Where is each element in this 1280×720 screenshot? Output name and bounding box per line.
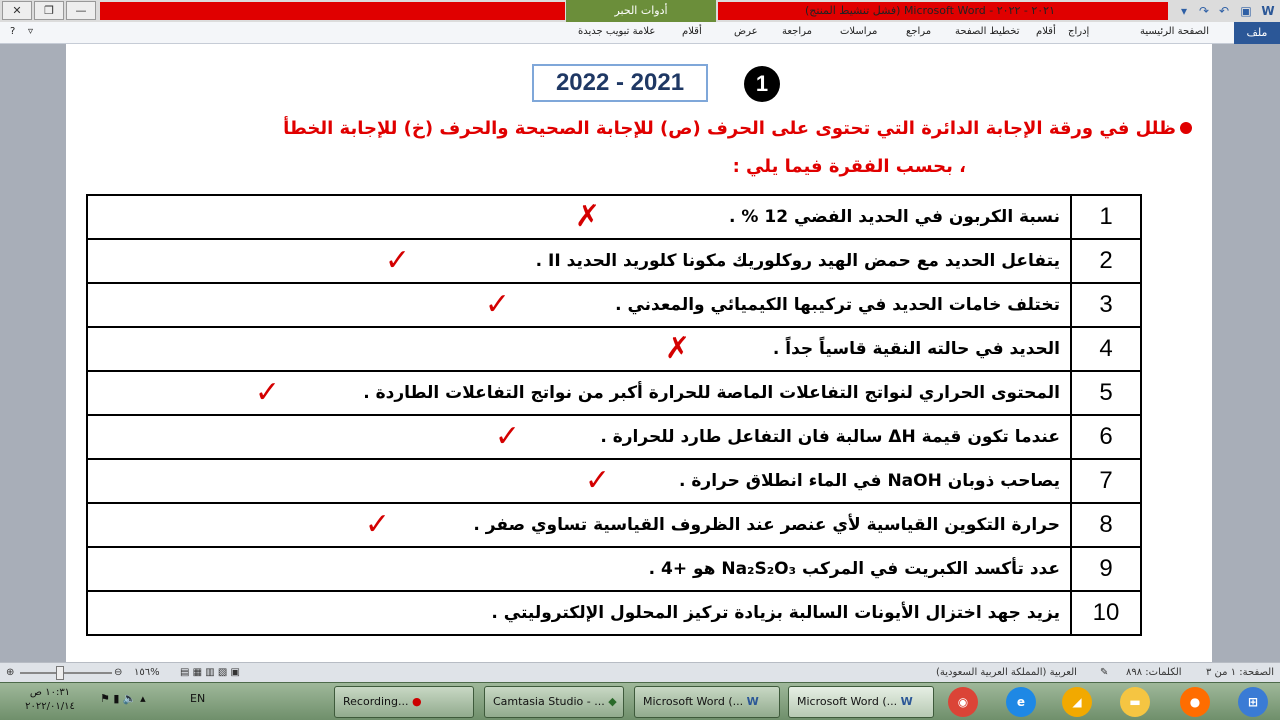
question-number: 1 (1071, 195, 1141, 239)
cross-mark-icon: ✗ (574, 199, 600, 234)
task-label: Camtasia Studio - ... (493, 695, 605, 708)
table-row (87, 371, 1141, 415)
question-text (87, 459, 1071, 503)
task-label: Microsoft Word (... (797, 695, 898, 708)
zoom-level[interactable]: ١٥٦% (134, 667, 160, 678)
question-text (87, 327, 1071, 371)
document-page[interactable] (66, 44, 1212, 662)
view-buttons[interactable]: ▤ ▦ ▥ ▧ ▣ (180, 667, 240, 678)
instruction-line-2: ، بحسب الفقرة فيما يلي : (732, 156, 966, 177)
check-mark-icon: ✓ (384, 243, 410, 278)
redo-icon[interactable]: ↷ (1198, 4, 1210, 18)
clock[interactable] (10, 686, 90, 714)
question-text (87, 195, 1071, 239)
language-tray[interactable]: EN (190, 692, 206, 705)
question-number: 5 (1071, 371, 1141, 415)
help-icon[interactable]: ? (10, 26, 16, 37)
edge-icon[interactable]: e (1006, 687, 1036, 717)
title-highlight-left (100, 2, 565, 20)
clock-date: ٢٠٢٢/٠١/١٤ (25, 701, 75, 712)
question-statement: الحديد في حالته النقية قاسياً جداً . (772, 339, 1060, 359)
year-box: 2022 - 2021 (532, 64, 708, 102)
question-statement: نسبة الكربون في الحديد الفضي 12 % . (729, 207, 1060, 227)
camtasia-icon: ◆ (608, 695, 617, 708)
question-number: 4 (1071, 327, 1141, 371)
question-statement: المحتوى الحراري لنواتج التفاعلات الماصة للحرارة أكبر من نواتج التفاعلات الطاردة . (363, 383, 1060, 403)
table-row (87, 415, 1141, 459)
table-row (87, 327, 1141, 371)
dropdown-icon[interactable]: ▾ (1180, 4, 1188, 18)
question-text (87, 503, 1071, 547)
word-icon: W (900, 695, 913, 708)
zoom-slider-handle[interactable] (56, 666, 64, 680)
zoom-slider[interactable] (20, 672, 112, 674)
check-mark-icon: ✓ (484, 287, 510, 322)
task-label: Recording... (343, 695, 409, 708)
document-area (0, 44, 1280, 662)
minimize-button[interactable]: — (66, 1, 96, 20)
task-word-2[interactable] (788, 686, 934, 718)
save-icon[interactable]: ▣ (1240, 4, 1252, 18)
question-statement: حرارة التكوين القياسية لأي عنصر عند الظروف القياسية تساوي صفر . (473, 515, 1060, 535)
question-statement: عندما تكون قيمة ΔH سالبة فان التفاعل طارد للحرارة . (600, 427, 1060, 447)
question-number: 7 (1071, 459, 1141, 503)
table-row (87, 195, 1141, 239)
table-row (87, 459, 1141, 503)
chrome-icon[interactable]: ◉ (948, 687, 978, 717)
start-button[interactable]: ⊞ (1238, 687, 1268, 717)
close-button[interactable]: ✕ (2, 1, 32, 20)
task-word-1[interactable] (634, 686, 780, 718)
questions-table (86, 194, 1142, 636)
check-mark-icon: ✓ (584, 463, 610, 498)
check-mark-icon: ✓ (364, 507, 390, 542)
check-mark-icon: ✓ (254, 375, 280, 410)
tab-insert[interactable]: إدراج (1068, 26, 1090, 37)
tab-page-layout[interactable]: تخطيط الصفحة (955, 26, 1020, 37)
ribbon-collapse-icon[interactable]: ▿ (28, 26, 34, 37)
ribbon-tabs (0, 22, 1280, 44)
window-title: ٢٠٢١ - ٢٠٢٢ - Microsoft Word (فشل تنشيط المنتج) (805, 4, 1055, 17)
question-text (87, 283, 1071, 327)
language-indicator[interactable]: العربية (المملكة العربية السعودية) (936, 667, 1077, 678)
word-icon: W (746, 695, 759, 708)
recording-icon: ● (412, 695, 422, 708)
tab-home[interactable]: الصفحة الرئيسية (1140, 26, 1209, 37)
table-row (87, 239, 1141, 283)
proofing-icon[interactable]: ✎ (1100, 667, 1109, 678)
question-text (87, 547, 1071, 591)
tab-ink-pens[interactable]: أقلام (682, 26, 702, 37)
zoom-out-icon[interactable]: ⊖ (114, 667, 123, 678)
instruction-line-1: ظلل في ورقة الإجابة الدائرة التي تحتوى على الحرف (ص) للإجابة الصحيحة والحرف (خ) للإجابة الخطأ (283, 118, 1176, 139)
tab-new[interactable]: علامة تبويب جديدة (578, 26, 656, 37)
maximize-button[interactable]: ❐ (34, 1, 64, 20)
tab-file[interactable]: ملف (1234, 22, 1280, 44)
zoom-in-icon[interactable]: ⊕ (6, 667, 15, 678)
firefox-icon[interactable]: ● (1180, 687, 1210, 717)
folder-icon[interactable]: ▬ (1120, 687, 1150, 717)
question-number: 9 (1071, 547, 1141, 591)
undo-icon[interactable]: ↶ (1218, 4, 1230, 18)
page-indicator[interactable]: الصفحة: ١ من ٣ (1206, 667, 1274, 678)
bullet-icon (1180, 122, 1192, 134)
question-text (87, 239, 1071, 283)
question-text (87, 591, 1071, 635)
table-row (87, 591, 1141, 635)
tab-view[interactable]: عرض (734, 26, 758, 37)
app-icon[interactable]: ◢ (1062, 687, 1092, 717)
taskbar (0, 682, 1280, 720)
table-row (87, 503, 1141, 547)
question-statement: يتفاعل الحديد مع حمض الهيد روكلوريك مكونا كلوريد الحديد II . (535, 251, 1060, 271)
cross-mark-icon: ✗ (664, 331, 690, 366)
task-camtasia[interactable] (484, 686, 624, 718)
question-statement: تختلف خامات الحديد في تركيبها الكيميائي والمعدني . (615, 295, 1060, 315)
question-number: 2 (1071, 239, 1141, 283)
task-label: Microsoft Word (... (643, 695, 744, 708)
question-statement: يصاحب ذوبان NaOH في الماء انطلاق حرارة . (679, 471, 1060, 491)
question-number-badge: 1 (744, 66, 780, 102)
question-text (87, 415, 1071, 459)
check-mark-icon: ✓ (494, 419, 520, 454)
tab-references[interactable]: مراجع (906, 26, 932, 37)
question-statement: عدد تأكسد الكبريت في المركب Na₂S₂O₃ هو +4 . (648, 559, 1060, 579)
question-number: 10 (1071, 591, 1141, 635)
question-number: 8 (1071, 503, 1141, 547)
tab-mailings[interactable]: مراسلات (840, 26, 878, 37)
word-icon: W (1261, 4, 1275, 18)
title-bar (0, 0, 1280, 22)
ink-tools-context-tab[interactable]: أدوات الحبر (566, 0, 716, 22)
question-number: 3 (1071, 283, 1141, 327)
question-text (87, 371, 1071, 415)
tab-pens[interactable]: أقلام (1036, 26, 1056, 37)
table-row (87, 283, 1141, 327)
tab-review[interactable]: مراجعة (782, 26, 813, 37)
clock-time: ١٠:٣١ ص (29, 687, 71, 698)
question-statement: يزيد جهد اختزال الأيونات السالبة بزيادة تركيز المحلول الإلكتروليتي . (491, 603, 1060, 623)
task-recording[interactable] (334, 686, 474, 718)
word-count[interactable]: الكلمات: ٨٩٨ (1126, 667, 1182, 678)
tray-icons[interactable]: ⚑ ▮ 🔈 ▴ (100, 692, 146, 705)
table-row (87, 547, 1141, 591)
question-number: 6 (1071, 415, 1141, 459)
status-bar (0, 662, 1280, 682)
